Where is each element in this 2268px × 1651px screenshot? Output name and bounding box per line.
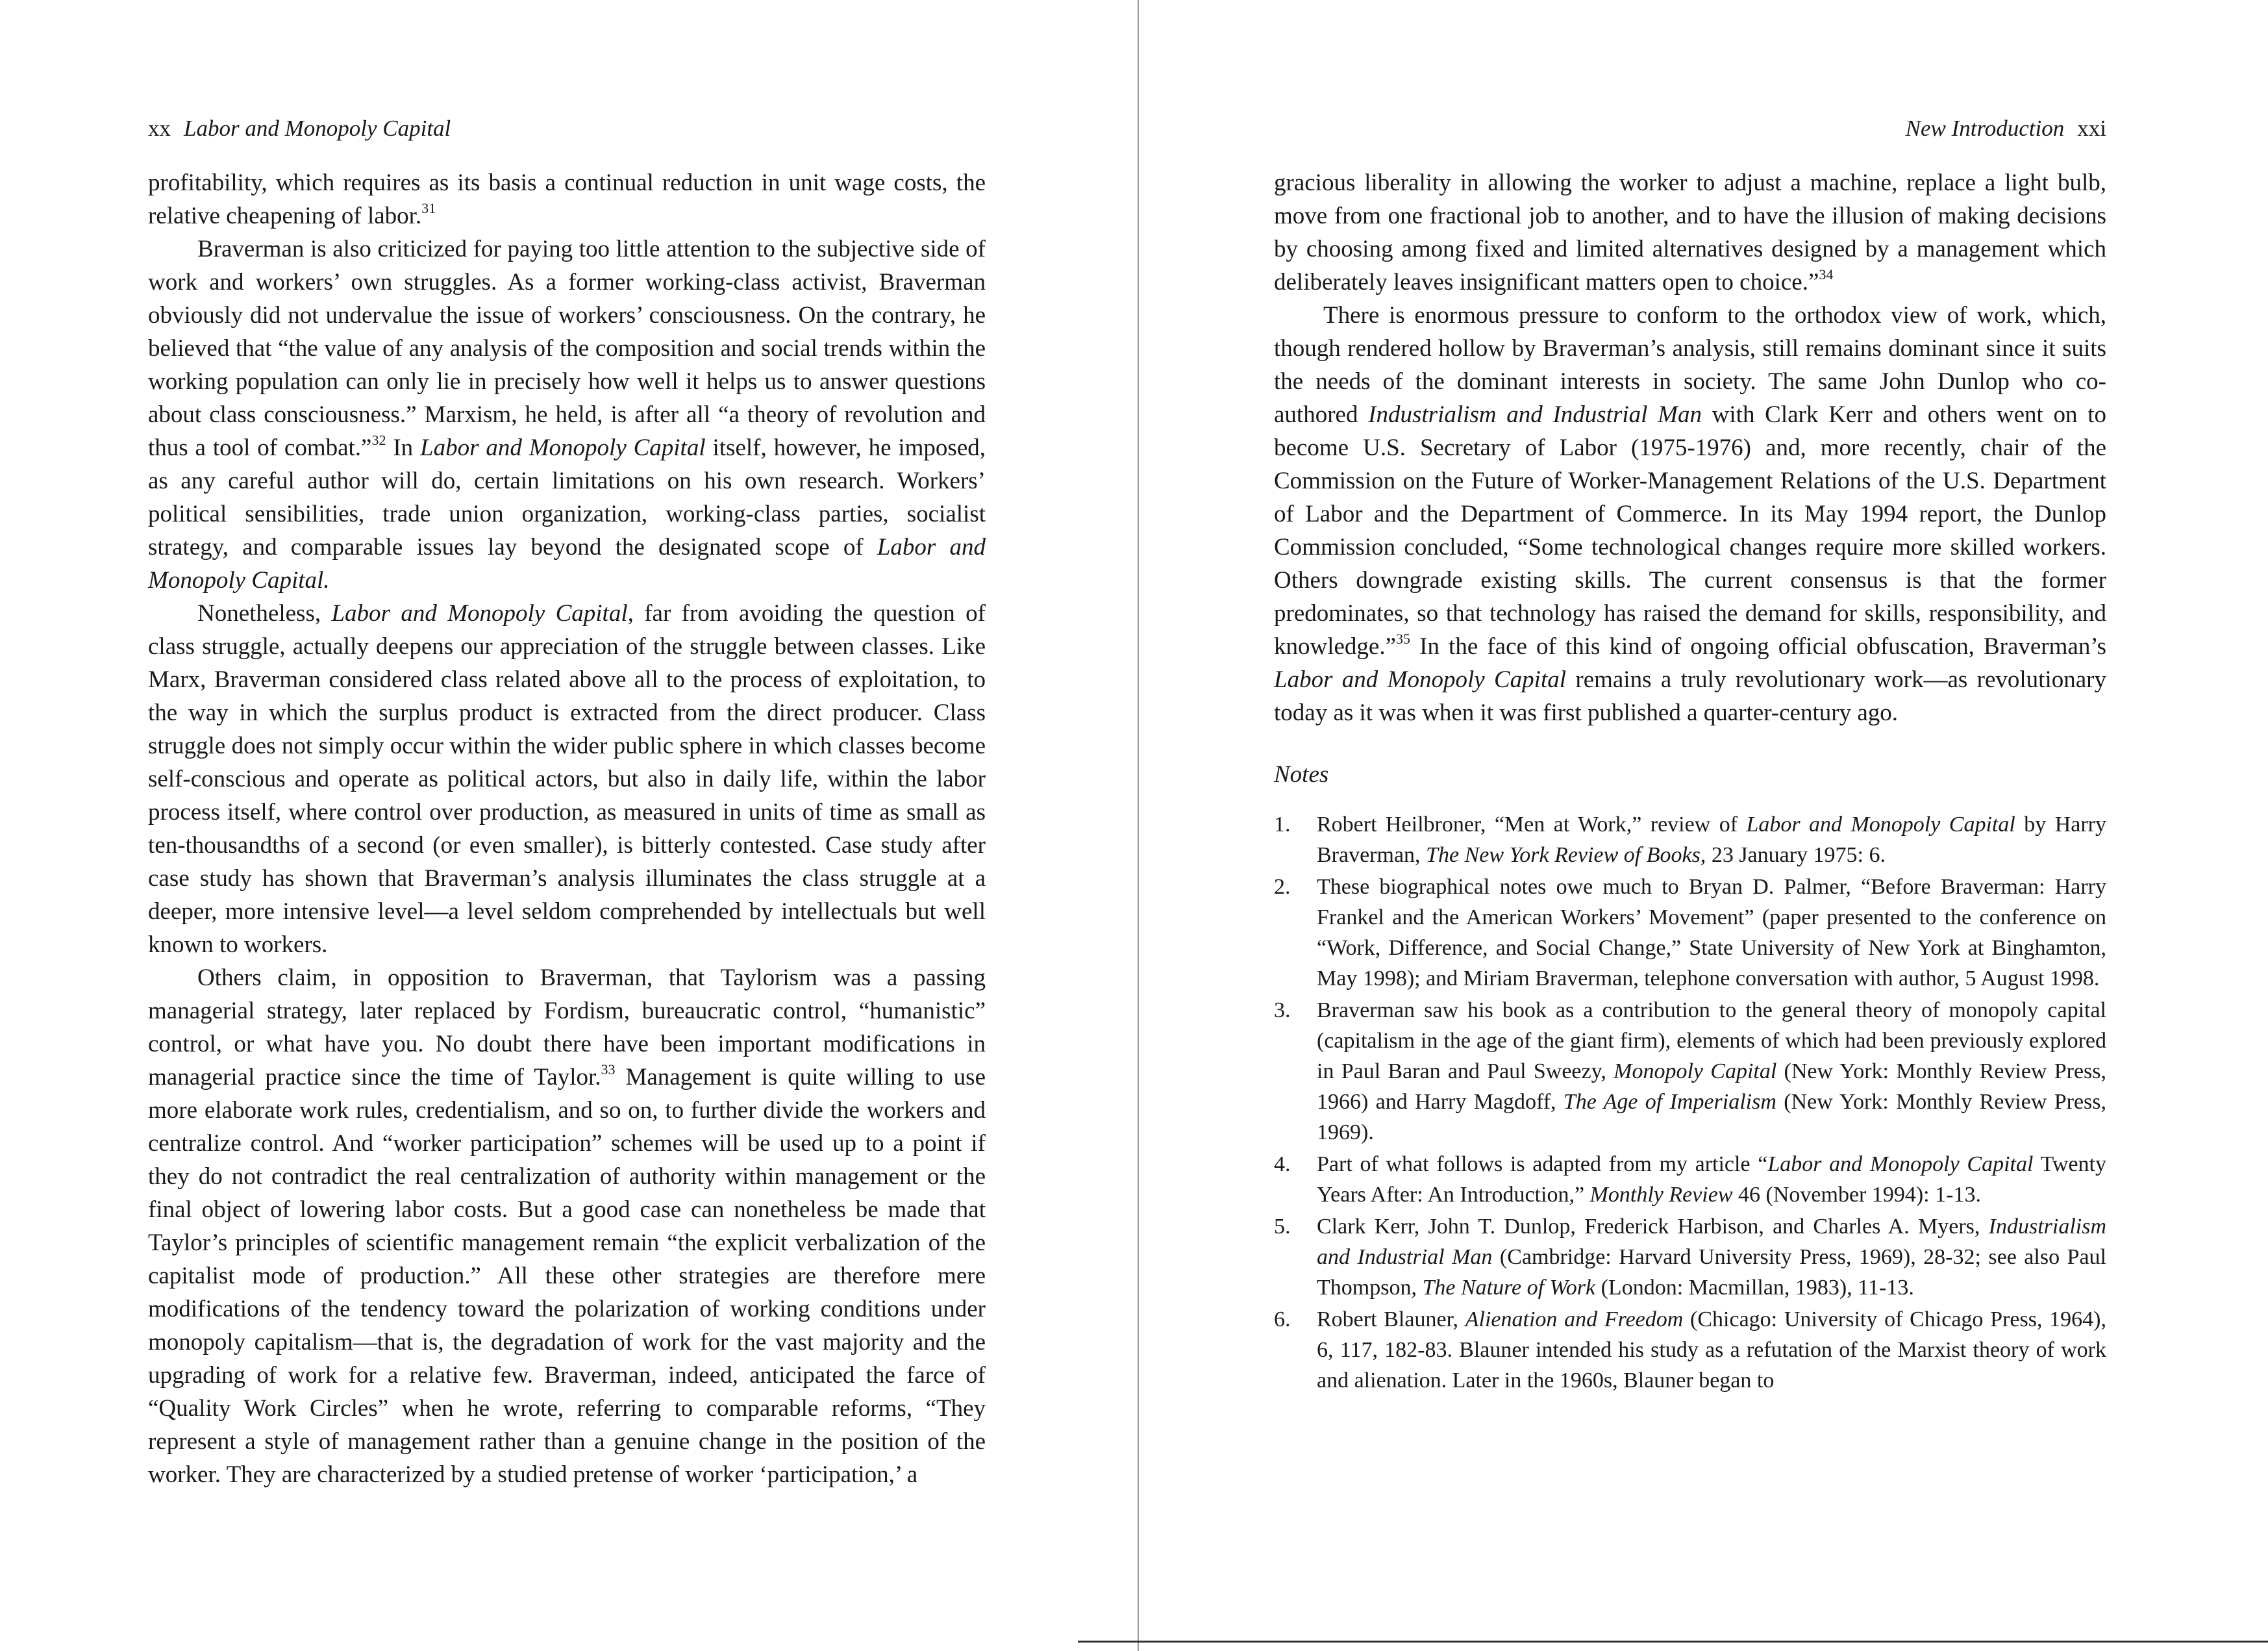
text-run: Part of what follows is adapted from my article “ [1317,1152,1768,1176]
page-bottom-edge [1078,1641,2268,1643]
text-run: (New York: Monthly Review Press, 1966) and Harry Magdoff, [1317,1059,2106,1114]
paragraph [148,961,986,1491]
left-body-text [148,166,986,1491]
text-run: 23 January 1975: 6. [1706,843,1886,867]
paragraph [148,233,986,597]
text-run: Robert Blauner, [1317,1307,1465,1331]
footnote-ref: 35 [1396,631,1411,647]
italic-title: Industrialism and Industrial Man [1317,1215,2106,1269]
paragraph [148,597,986,961]
text-run: Robert Heilbroner, “Men at Work,” review of [1317,813,1747,837]
text-run: 46 (November 1994): 1-13. [1732,1183,1981,1207]
note-number: 4. [1274,1152,1291,1176]
italic-title: Labor and Monopoly Capital [1767,1152,2034,1176]
note-number: 6. [1274,1307,1291,1331]
note-text [1317,809,2106,870]
right-running-head [1906,116,2106,142]
text-run: Twenty Years After: An Introduction,” [1317,1152,2106,1207]
text-run: Management is quite willing to use more elaborate work rules, credentialism, and so on, to further divide the workers and centralize control. And “worker participation” schemes will be used up to a point if they do not contradict the real centralization of authority within management or the final object of lowering labor costs. But a good case can nonetheless be made that Taylor’s principles of scientific management remain “the explicit verbalization of the capitalist mode of production.” All these other strategies are therefore mere modifications of the tendency toward the polarization of working conditions under monopoly capitalism—that is, the degradation of work for the vast majority and the upgrading of work for a relative few. Braverman, indeed, anticipated the farce of “Quality Work Circles” when he wrote, referring to comparable reforms, “They represent a style of management rather than a genuine change in the position of the worker. They are characterized by a studied pretense of worker ‘participation,’ a [148,1064,986,1488]
text-run: Nonetheless, [197,600,332,627]
note-item [1274,995,2106,1148]
italic-title: The Age of Imperialism [1563,1090,1776,1114]
text-run: There is enormous pressure to conform to the orthodox view of work, which, though rendered hollow by Braverman’s analysis, still remains dominant since it suits the needs of the dominant interests in society. The same John Dunlop who co-authored [1274,302,2106,428]
footnote-ref: 32 [371,432,386,448]
note-text [1317,995,2106,1148]
italic-title: Monthly Review [1589,1183,1733,1207]
note-text [1317,1211,2106,1303]
note-text [1317,872,2106,994]
note-item [1274,872,2106,994]
right-page-number: xxi [2077,116,2106,141]
note-item [1274,1304,2106,1396]
text-run: (Cambridge: Harvard University Press, 1969), 28-32; see also Paul Thompson, [1317,1245,2107,1300]
text-run: remains a truly revolutionary work—as revolutionary today as it was when it was first published a quarter-century ago. [1274,666,2106,726]
note-text [1317,1149,2106,1210]
right-running-title: New Introduction [1905,116,2065,141]
text-run: Clark Kerr, John T. Dunlop, Frederick Harbison, and Charles A. Myers, [1317,1215,1989,1239]
footnote-ref: 31 [421,200,436,216]
italic-title: Labor and Monopoly Capital [1746,813,2015,837]
note-item [1274,809,2106,870]
italic-title: Labor and Monopoly Capital. [148,534,986,594]
text-run: by Harry Braverman, [1317,813,2106,867]
note-number: 2. [1274,875,1291,899]
paragraph [1274,299,2106,729]
text-run: In [386,435,421,461]
notes-list [1274,809,2106,1396]
text-run: with Clark Kerr and others went on to become U.S. Secretary of Labor (1975-1976) and, more recently, chair of the Commission on the Future of Worker-Management Relations of the U.S. Department of Labor and the Department of Commerce. In its May 1994 report, the Dunlop Commission concluded, “Some technological changes require more skilled workers. Others downgrade existing skills. The current consensus is that the former predominates, so that technology has raised the demand for skills, responsibility, and knowledge.” [1274,401,2107,660]
left-page-number: xx [148,116,171,141]
left-running-title: Labor and Monopoly Capital [184,116,451,141]
text-run: gracious liberality in allowing the worker to adjust a machine, replace a light bulb, move from one fractional job to another, and to have the illusion of making decisions by choosing among fixed and limited alternatives designed by a management which deliberately leaves insignificant matters open to choice.” [1274,170,2106,296]
left-running-head [148,116,451,142]
text-run: itself, however, he imposed, as any careful author will do, certain limitations on his own research. Workers’ political sensibilities, trade union organization, working-class parties, socialist strategy, and comparable issues lay beyond the designated scope of [148,435,986,561]
italic-title: Labor and Monopoly Capital [1274,666,1567,693]
text-run: In the face of this kind of ongoing official obfuscation, Braverman’s [1410,633,2106,660]
italic-title: Industrialism and Industrial Man [1368,401,1702,428]
note-item [1274,1149,2106,1210]
page-gutter [1138,0,1139,1651]
text-run: Others claim, in opposition to Braverman, that Taylorism was a passing managerial strategy, later replaced by Fordism, bureaucratic control, “humanistic” control, or what have you. No doubt there have been important modifications in managerial practice since the time of Taylor. [148,964,986,1090]
text-run: (New York: Monthly Review Press, 1969). [1317,1090,2107,1144]
note-number: 3. [1274,998,1291,1022]
paragraph [1274,166,2106,299]
text-run: profitability, which requires as its basis a continual reduction in unit wage costs, the relative cheapening of labor. [148,170,986,229]
note-item [1274,1211,2106,1303]
notes-heading: Notes [1274,761,1329,788]
paragraph [148,166,986,233]
text-run: (London: Macmillan, 1983), 11-13. [1595,1276,1914,1300]
italic-title: Labor and Monopoly Capital, [331,600,634,627]
right-paragraphs [1274,166,2106,729]
footnote-ref: 33 [601,1061,616,1078]
text-run: Braverman is also criticized for paying too little attention to the subjective side of work and workers’ own struggles. As a former working-class activist, Braverman obviously did not undervalue the issue of workers’ consciousness. On the contrary, he believed that “the value of any analysis of the composition and social trends within the working population can only lie in precisely how well it helps us to answer questions about class consciousness.” Marxism, he held, is after all “a theory of revolution and thus a tool of combat.” [148,236,986,461]
footnote-ref: 34 [1819,266,1834,283]
italic-title: The New York Review of Books, [1426,843,1706,867]
italic-title: Monopoly Capital [1614,1059,1777,1083]
note-text [1317,1304,2106,1396]
italic-title: Labor and Monopoly Capital [420,435,706,461]
note-number: 5. [1274,1215,1291,1239]
italic-title: Alienation and Freedom [1465,1307,1684,1331]
text-run: These biographical notes owe much to Bryan D. Palmer, “Before Braverman: Harry Frankel and the American Workers’ Movement” (paper presented to the conference on “Work, Difference, and Social Change,” State University of New York at Binghamton, May 1998); and Miriam Braverman, telephone conversation with author, 5 August 1998. [1317,875,2106,990]
text-run: Braverman saw his book as a contribution to the general theory of monopoly capital (capitalism in the age of the giant firm), elements of which had been previously explored in Paul Baran and Paul Sweezy, [1317,998,2106,1083]
italic-title: The Nature of Work [1422,1276,1596,1300]
note-number: 1. [1274,813,1291,837]
text-run: far from avoiding the question of class struggle, actually deepens our appreciation of the struggle between classes. Like Marx, Braverman considered class related above all to the process of exploitation, to the way in which the surplus product is extracted from the direct producer. Class struggle does not simply occur within the wider public sphere in which classes become self-conscious and operate as political actors, but also in daily life, within the labor process itself, where control over production, as measured in units of time as small as ten-thousandths of a second (or even smaller), is bitterly contested. Case study after case study has shown that Braverman’s analysis illuminates the class struggle at a deeper, more intensive level—a level seldom comprehended by intellectuals but well known to workers. [148,600,986,958]
text-run: (Chicago: University of Chicago Press, 1964), 6, 117, 182-83. Blauner intended his study as a refutation of the Marxist theory of work and alienation. Later in the 1960s, Blauner began to [1317,1307,2106,1393]
right-body-text [1274,166,2106,1397]
